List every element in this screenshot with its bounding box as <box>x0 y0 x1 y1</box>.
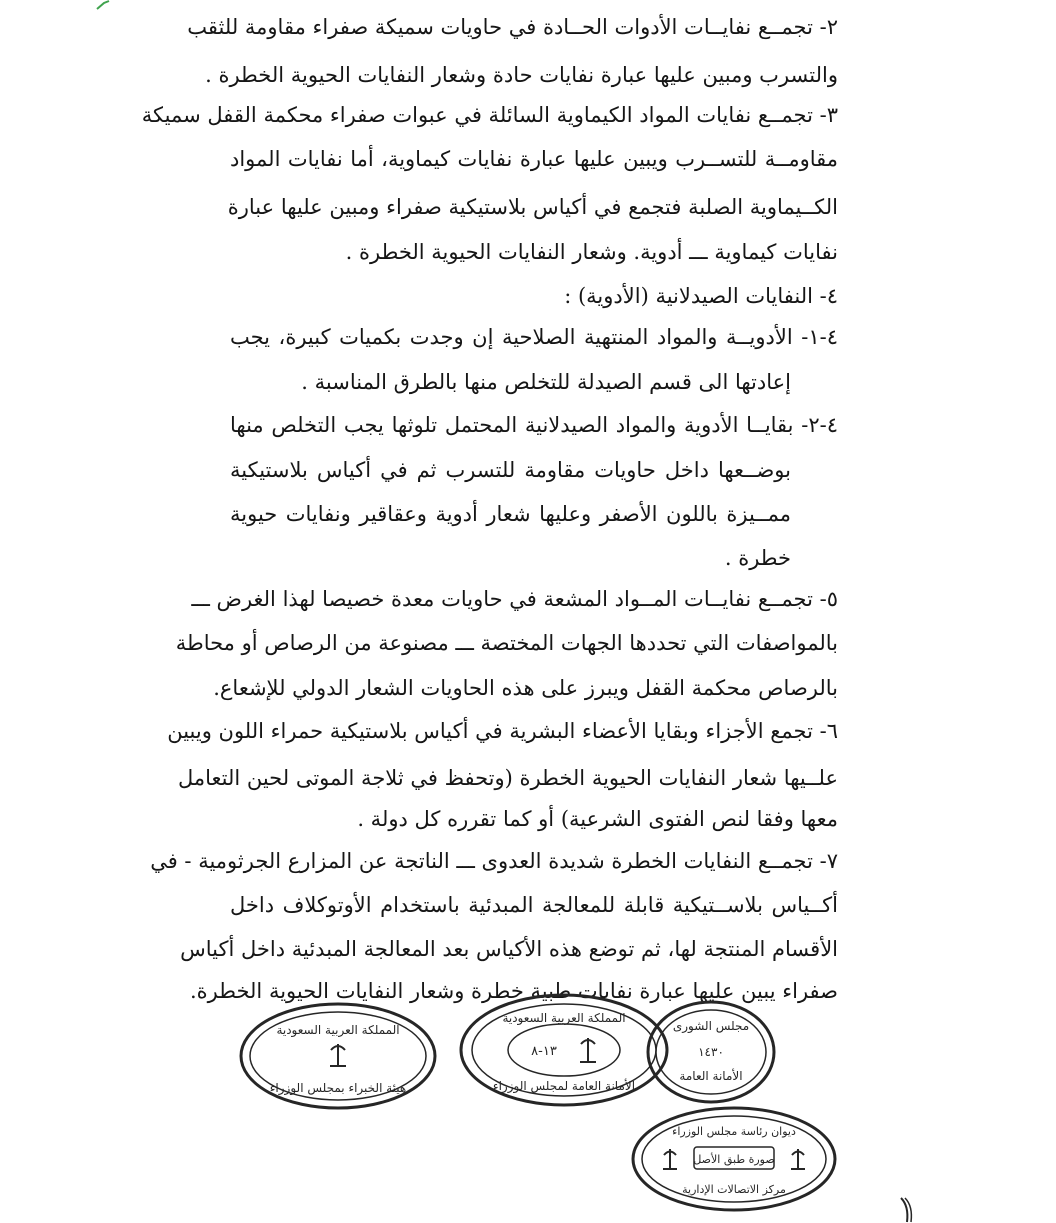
shura-seal-line2: الأمانة العامة <box>679 1069 743 1083</box>
green-corner-mark <box>96 0 110 10</box>
true-copy-seal-line1: ديوان رئاسة مجلس الوزراء <box>672 1125 796 1138</box>
palm-emblem-icon <box>580 1038 596 1062</box>
secretariat-seal-line1: المملكة العربية السعودية <box>502 1011 626 1025</box>
text-line-4: مقاومــة للتســرب ويبين عليها عبارة نفايات كيماوية، أما نفايات المواد <box>230 147 838 171</box>
text-line-16: بالرصاص محكمة القفل ويبرز على هذه الحاويات الشعار الدولي للإشعاع. <box>213 676 838 700</box>
text-line-21: أكــياس بلاســتيكية قابلة للمعالجة المبدئية باستخدام الأوتوكلاف داخل <box>230 893 838 917</box>
text-line-18: علــيها شعار النفايات الحيوية الخطرة (وتحفظ في ثلاجة الموتى لحين التعامل <box>177 766 838 790</box>
cabinet-seal-line1: المملكة العربية السعودية <box>276 1023 400 1037</box>
text-line-14: ٥- تجمــع نفايــات المــواد المشعة في حاويات معدة خصيصا لهذا الغرض ـــ <box>191 587 838 611</box>
text-line-5: الكــيماوية الصلبة فتجمع في أكياس بلاستيكية صفراء ومبين عليها عبارة <box>227 195 838 219</box>
text-line-20: ٧- تجمــع النفايات الخطرة شديدة العدوى ـــ الناتجة عن المزارع الجرثومية - في <box>150 849 838 873</box>
true-copy-seal-center: صورة طبق الأصل <box>693 1153 775 1166</box>
palm-emblem-icon <box>791 1149 805 1169</box>
text-line-19: معها وفقا لنص الفتوى الشرعية) أو كما تقرره كل دولة . <box>357 807 838 831</box>
cabinet-experts-seal <box>238 1000 438 1112</box>
page-edge-mark <box>895 1196 915 1223</box>
text-line-2: والتسرب ومبين عليها عبارة نفايات حادة وشعار النفايات الحيوية الخطرة . <box>205 63 838 87</box>
text-line-17: ٦- تجمع الأجزاء وبقايا الأعضاء البشرية في أكياس بلاستيكية حمراء اللون ويبين <box>167 719 838 743</box>
text-line-12: ممــيزة باللون الأصفر وعليها شعار أدوية وعقاقير ونفايات حيوية <box>230 502 791 526</box>
section-heading-4: ٤- النفايات الصيدلانية (الأدوية) : <box>564 284 838 308</box>
shura-council-seal <box>645 998 777 1106</box>
cabinet-seal-line2: هيئة الخبراء بمجلس الوزراء <box>269 1081 407 1095</box>
true-copy-seal <box>630 1105 838 1213</box>
text-line-1: ٢- تجمــع نفايــات الأدوات الحــادة في حاويات سميكة صفراء مقاومة للثقب <box>187 15 838 39</box>
true-copy-seal-line2: مركز الاتصالات الإدارية <box>682 1183 786 1196</box>
secretariat-seal-line2: الأمانة العامة لمجلس الوزراء <box>492 1079 636 1093</box>
shura-seal-line1: مجلس الشورى <box>672 1019 750 1033</box>
text-line-13: خطرة . <box>724 546 791 570</box>
text-line-10: ٤-٢- بقايــا الأدوية والمواد الصيدلانية المحتمل تلوثها يجب التخلص منها <box>230 413 838 437</box>
text-line-9: إعادتها الى قسم الصيدلة للتخلص منها بالطرق المناسبة . <box>301 370 791 394</box>
palm-emblem-icon <box>663 1149 677 1169</box>
text-line-23: صفراء يبين عليها عبارة نفايات طبية خطرة وشعار النفايات الحيوية الخطرة. <box>189 979 838 1003</box>
text-line-3: ٣- تجمــع نفايات المواد الكيماوية السائلة في عبوات صفراء محكمة القفل سميكة <box>141 103 838 127</box>
text-line-11: بوضــعها داخل حاويات مقاومة للتسرب ثم في أكياس بلاستيكية <box>230 458 791 482</box>
palm-emblem-icon <box>330 1044 346 1066</box>
secretariat-seal-number: ١٣-٨ <box>531 1044 557 1059</box>
text-line-15: بالمواصفات التي تحددها الجهات المختصة ـــ مصنوعة من الرصاص أو محاطة <box>175 631 838 655</box>
general-secretariat-seal <box>458 992 670 1108</box>
text-line-6: نفايات كيماوية ـــ أدوية. وشعار النفايات الحيوية الخطرة . <box>345 240 838 264</box>
text-line-22: الأقسام المنتجة لها، ثم توضع هذه الأكياس بعد المعالجة المبدئية داخل أكياس <box>180 937 838 961</box>
shura-seal-number: ١٤٣٠ <box>698 1045 724 1059</box>
text-line-8: ٤-١- الأدويــة والمواد المنتهية الصلاحية إن وجدت بكميات كبيرة، يجب <box>230 325 838 349</box>
